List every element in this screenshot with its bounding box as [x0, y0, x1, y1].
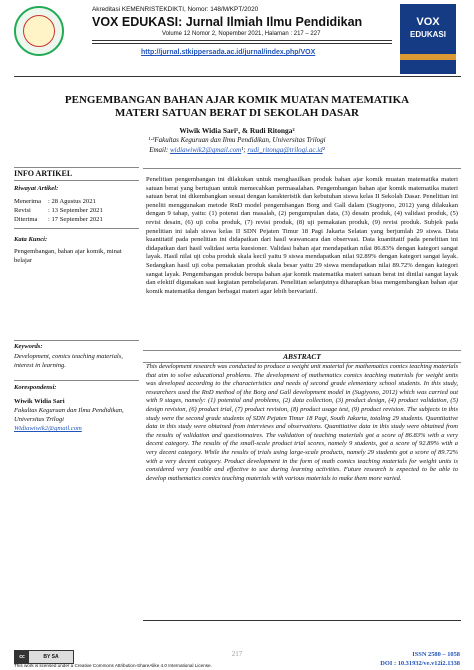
cc-icon: cc: [15, 651, 29, 663]
abstract-heading: ABSTRACT: [143, 350, 461, 363]
corr-label: Korespondensi:: [14, 384, 57, 391]
dates-rule: [14, 228, 139, 229]
volume-info: Volume 12 Nomor 2, Nopember 2021, Halaman : 217 – 227: [162, 31, 321, 37]
page-number: 217: [231, 650, 243, 658]
kw-label-id: Kata Kunci:: [14, 236, 48, 243]
email2-sup: ²: [322, 146, 325, 154]
keywords-en: Development, comics teaching materials, interest in learning.: [14, 353, 123, 369]
affiliation: ¹·²Fakultas Keguruan dan Ilmu Pendidikan, Universitas Trilogi: [148, 136, 326, 144]
article-dates: [14, 197, 103, 224]
license-text: This work is licensed under a Creative Commons Attribution-ShareAlike 4.0 International License.: [14, 663, 212, 668]
header-bottom-rule: [14, 76, 461, 77]
authors: Wiwik Widia Sari¹, & Rudi Ritonga²: [179, 126, 295, 135]
info-heading: INFO ARTIKEL: [14, 169, 73, 178]
email-line: [0, 146, 474, 154]
email-link-1[interactable]: widiawiwik2@gmail.com: [170, 146, 242, 154]
email-link-2[interactable]: rudi_ritonga@trilogi.ac.id: [247, 146, 323, 154]
corr-email-link[interactable]: Widiawiwik2@gmail.com: [14, 425, 82, 432]
revised-date: : 13 September 2021: [48, 207, 103, 214]
issn: ISSN 2580 – 1058: [412, 651, 460, 658]
keywords-id: Pengembangan, bahan ajar komik, minat belajar: [14, 248, 122, 264]
issn-doi: [360, 650, 460, 668]
corr-rule: [14, 380, 139, 381]
abstract-top-rule: [143, 168, 461, 169]
abstract-indonesian: Penelitian pengembangan ini dilakukan untuk menghasilkan produk bahan ajar komik muatan matematika materi satuan berat yang bertujuan untuk memecahkan permasalahan. Pengembangan bahan ajar komik matematika materi satuan berat ini dikembangkan sesuai dengan karakteristik dan kebutuhan siswa kelas II Sekolah Dasar. Penelitian ini peneliti menggunakan metode RnD model pengembangan Borg and Gall dalam (Sugiyono, 2012) yang dilakukan dengan 9 tahap, yaitu: (1) potensi dan masalah, (2) pengumpulan data, (3) desain produk, (4) validasi produk, (5) revisi desain, (6) uji coba produk, (7) revisi produk, (8) uji pemakaian produk, (9) revisi produk. Subjek pada penelitian ini ialah siswa kelas II SDN Pejaten Timur 18 Pagi Jakarta Selatan yang berjumlah 29 siswa. Data kuantitatif pada penelitian ini didapatkan dari hasil wawancara dan observasi. Data kuantitatif pada penelitian ini didapatkan dari hasil validasi serta kuesioner. Validasi bahan ajar mendapatkan nilai 86.83% dengan kategori sangat layak. Hasil nilai uji coba produk skala kecil yaitu 9 siswa mendapatkan nilai 92.89% dengan kategori sangat layak. Sedangkan hasil uji coba pemakaian produk skala besar yaitu 29 siswa mendapatkan nilai 89.72% dengan kategori sangat layak. Pengembangan produk berupa bahan ajar komik matematika materi satuan berat ini dinilai sangat layak dan efektif digunakan saat kegiatan pembelajaran. Penelitian selanjutnya diharapkan bisa mengembangkan bahan ajar komik matematika dengan berbagai materi agar lebih bervariatif.: [146, 176, 458, 295]
article-title-line2: MATERI SATUAN BERAT DI SEKOLAH DASAR: [115, 107, 359, 119]
journal-title: VOX EDUKASI: Jurnal Ilmiah Ilmu Pendidikan: [92, 15, 363, 29]
kw-en-rule: [14, 340, 139, 341]
accepted-date: : 17 September 2021: [48, 216, 103, 223]
revised-label: Revisi: [14, 207, 31, 214]
cover-title: VOX: [416, 16, 440, 28]
accreditation-text: Akreditasi KEMENRISTEKDIKTI, Nomor: 148/M/KPT/2020: [92, 6, 259, 13]
abstract-english: This development research was conducted to produce a weight unit material for mathematics comics teaching materials that aim to solve educational problems. The development of mathematics comics teaching materials for weight units was developed according to the characteristics and needs of second grade elementary school students. In this study, researchers used the RnD method of the Borg and Gall development model in (Sugiyono, 2012) which was carried out with 9 stages, namely: (1) potential and problems, (2) data collection, (3) product design, (4) product validation, (5) design revision, (6) product trial, (7) product revision, (8) product usage test, (9) product revision. The subjects in this study were the second grade students of SDN Pejaten Timur 18 Pagi, South Jakarta, totaling 29 students. Quantitative data in this study were obtained from interviews and observations. Quantitative data in this study were obtained from the results of validation and questionnaires. The validation of teaching materials got a score of 86.83% with a very decent category. The results of the small-scale product trial scores, namely 9 students, got a score of 92.89% with a very decent category. While the results of trials using large-scale products, namely 29 students got a score of 89.72% with a very decent category. Product development in the form of math comics teaching materials for weight units is considered very feasible and effective to use during learning activities. Future research is expected to be able to develop mathematics comics teaching materials with various materials to make them more varied.: [146, 363, 458, 482]
cover-subtitle: EDUKASI: [409, 30, 446, 39]
journal-cover: [400, 4, 456, 74]
journal-url-link[interactable]: http://jurnal.stkippersada.ac.id/jurnal/index.php/VOX: [141, 49, 316, 56]
info-heading-rule: [14, 180, 139, 181]
by-sa-icon: BY SA: [29, 651, 73, 663]
abstract-bottom-rule: [143, 620, 461, 621]
corr-name: Wiwik Widia Sari: [14, 398, 65, 405]
accepted-label: Diterima: [14, 216, 38, 223]
received-label: Menerima: [14, 198, 42, 205]
email-sep: ¹;: [241, 146, 246, 154]
history-label: Riwayat Artikel:: [14, 185, 59, 192]
correspondence: [14, 397, 139, 433]
header-divider-2: [92, 43, 392, 44]
article-title-line1: PENGEMBANGAN BAHAN AJAR KOMIK MUATAN MATEMATIKA: [64, 94, 410, 106]
doi[interactable]: DOI : 10.31932/ve.v12i2.1338: [380, 660, 460, 667]
corr-affil: Fakultas Keguruan dan Ilmu Pendidikan, Universitas Trilogi: [14, 407, 124, 423]
info-top-rule: [14, 167, 139, 168]
kw-label-en: Keywords:: [14, 343, 43, 350]
email-label: Email:: [149, 146, 169, 154]
header-divider: [92, 40, 392, 41]
university-logo: [14, 6, 64, 56]
received-date: : 28 Agustus 2021: [48, 198, 96, 205]
